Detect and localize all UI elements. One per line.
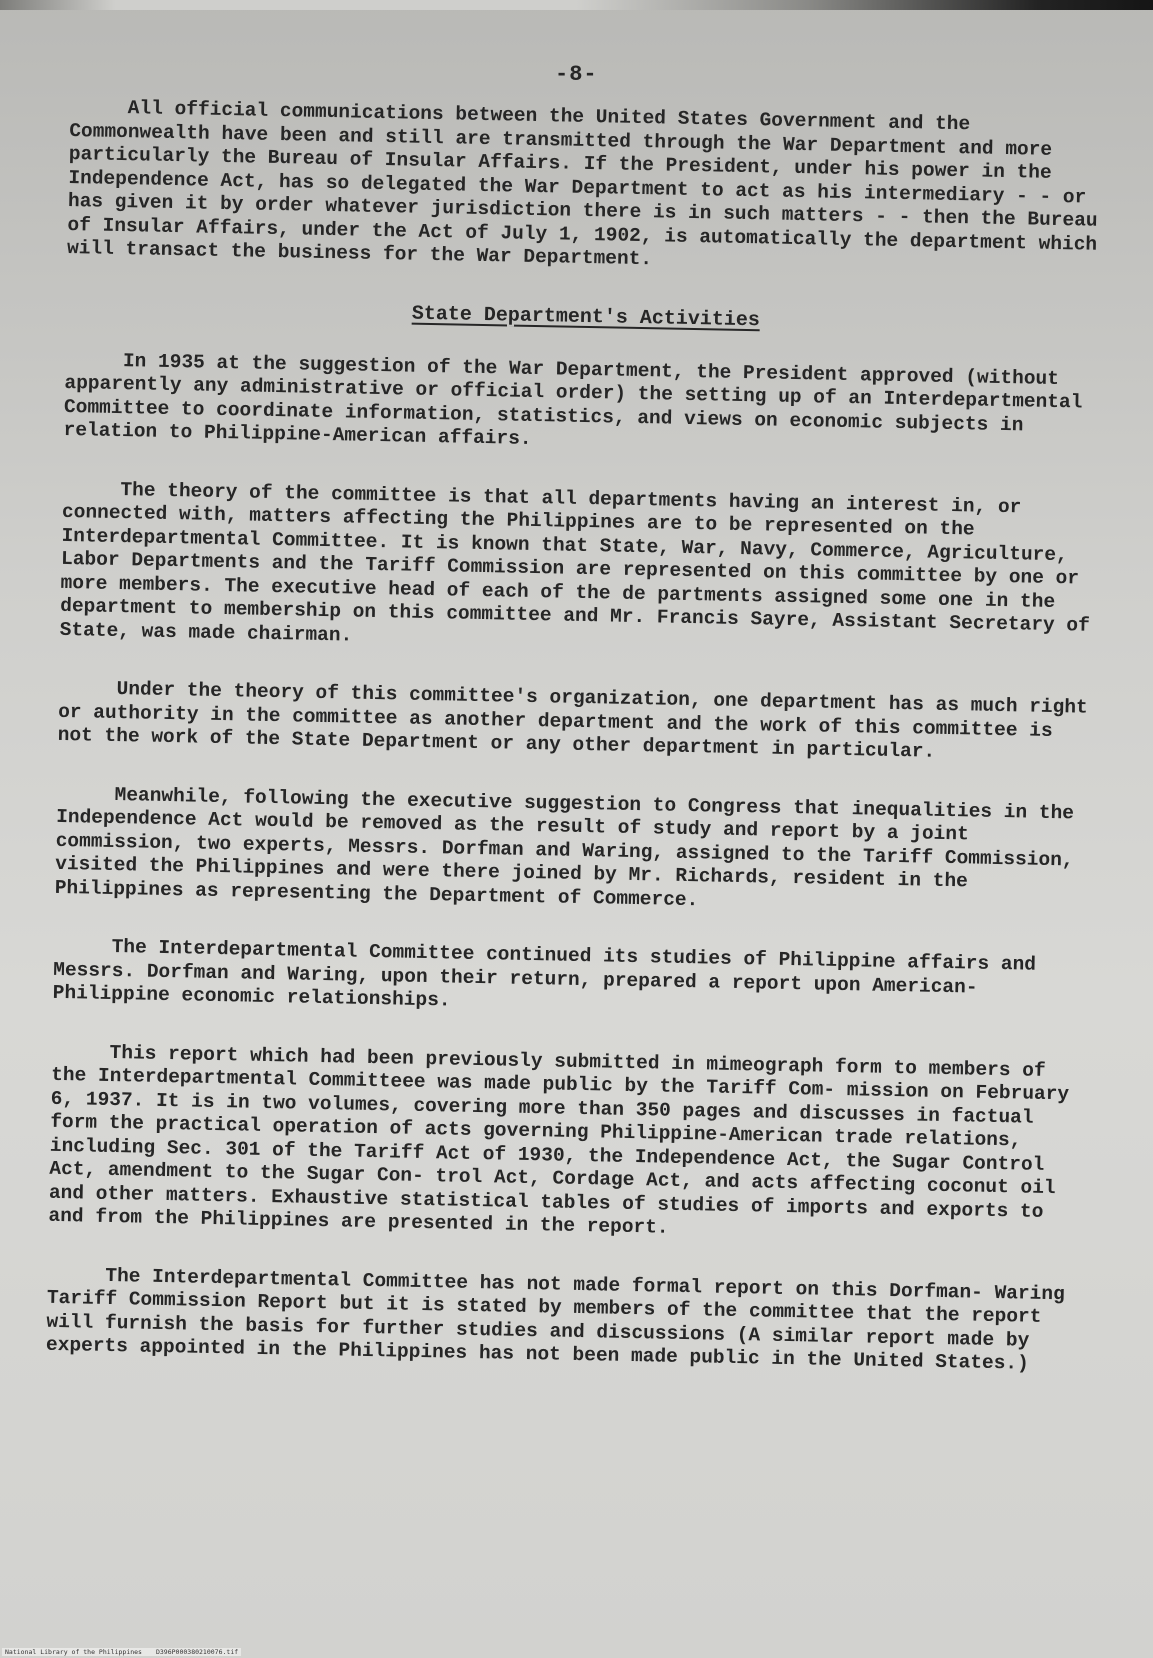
footer-library: National Library of the Philippines	[5, 1648, 142, 1656]
section-heading: State Department's Activities	[411, 302, 761, 332]
footer-file: D396P000380210076.tif	[155, 1648, 239, 1656]
paragraph-text: The Interdepartmental Committee has not made formal report on this Dorfman- Waring Tariff Commission Report but it is stated by members of the committee that the report will furnish the basis for further studies and discussions (A similar report made by experts appointed in the Philippines has not been made public in the United States.)	[45, 1264, 1077, 1375]
paragraph-text: In 1935 at the suggestion of the War Department, the President approved (without apparently any administrative or official order) the setting up of an Interdepartmental Committee to coordinate information, statistics, and views on economic subjects in relation to Philippine-American affairs.	[63, 349, 1095, 450]
archive-footer	[2, 1648, 241, 1656]
paragraph-indent	[54, 951, 112, 952]
paragraph-6	[53, 935, 1094, 1025]
paragraph-3	[60, 477, 1103, 661]
paragraph-text: All official communications between the United States Government and the Commonwealth have been and still are transmitted through the War Department and more particularly the Bureau of Insular Affairs. If the President, under his power in the Independence Act, has so delegated the War Department to act as his intermediary - - or has given it by order whatever jurisdiction there is in such matters - - then the Bureau of Insular Affairs, under the Act of July 1, 1902, is automatically the department which will transact the business for the War Department.	[66, 97, 1110, 271]
paragraph-text: Under the theory of this committee's organization, one department has as much right or authority in the committee as another department and the work of this committee is not the work of the State Department or any other department in particular.	[57, 678, 1100, 763]
page-number: -8-	[555, 62, 598, 87]
document-body	[45, 96, 1110, 1412]
paragraph-2	[63, 348, 1105, 462]
paragraph-text: Meanwhile, following the executive suggestion to Congress that inequalities in the Independence Act would be removed as the result of study and report by a joint commission, two experts, Messrs. Dorfman and Waring, assigned to the Tariff Commission, visited the Philippines and were there joined by Mr. Richards, resident in the Philippines as representing the Department of Commerce.	[54, 783, 1086, 911]
paragraph-8	[46, 1263, 1088, 1377]
paragraph-text: The theory of the committee is that all departments having an interest in, or connected with, matters affecting the Philippines are to be represented on the Interdepartmental Committee. It is known that State, War, Navy, Commerce, Agriculture, Labor Departments and the Tariff Commission are represented on this committee by one or more members. The executive head of each of the de partments assigned some one in the department to membership on this committee and Mr. Francis Sayre, Assistant Secretary of State, was made chairman.	[59, 478, 1102, 647]
paragraph-text: The Interdepartmental Committee continued its studies of Philippine affairs and Messrs. Dorfman and Waring, upon their return, prepared a report upon American-Philippine economic relationships.	[52, 935, 1048, 1012]
paragraph-indent	[52, 1056, 110, 1057]
paragraph-7	[48, 1040, 1091, 1248]
paragraph-1	[67, 96, 1110, 280]
paragraph-indent	[70, 112, 128, 113]
paragraph-indent	[62, 493, 120, 494]
paragraph-indent	[59, 693, 117, 694]
paragraph-4	[57, 677, 1098, 767]
paragraph-indent	[57, 798, 115, 799]
paragraph-text: This report which had been previously submitted in mimeograph form to members of the Interdepartmental Committeee was made public by the Tariff Com- mission on February 6, 1937. It is in two volumes, covering more than 350 pages and discusses in factual form the practical operation of acts governing Philippine-American trade relations, including Sec. 301 of the Tariff Act of 1930, the Independence Act, the Sugar Control Act, amendment to the Sugar Con- trol Act, Cordage Act, and acts affecting coconut oil and other matters. Exhaustive statistical tables of studies of imports and exports to and from the Philippines are presented in the report.	[48, 1041, 1082, 1239]
paragraph-5	[55, 782, 1097, 919]
paragraph-indent	[47, 1279, 105, 1280]
paragraph-indent	[65, 364, 123, 365]
